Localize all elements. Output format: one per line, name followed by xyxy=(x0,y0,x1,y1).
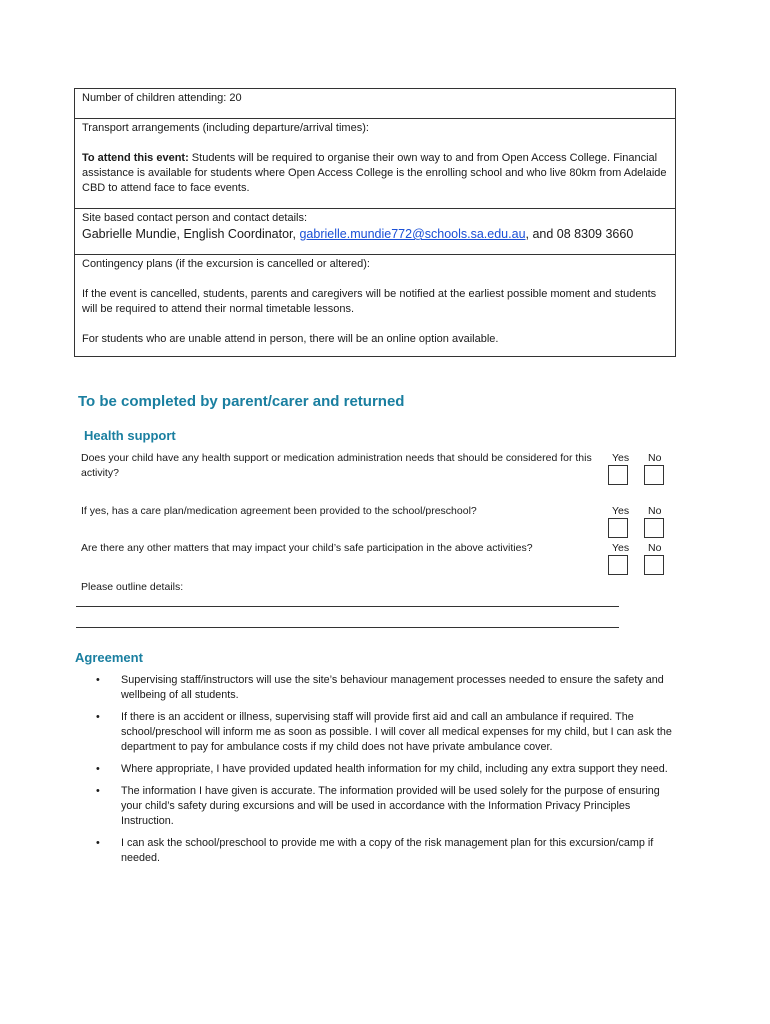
agreement-item xyxy=(96,762,678,777)
contact-phone: , and 08 8309 3660 xyxy=(525,227,634,241)
transport-paragraph xyxy=(82,151,668,196)
no-checkbox-2[interactable] xyxy=(644,518,664,538)
transport-cell xyxy=(74,118,676,209)
agreement-heading: Agreement xyxy=(75,650,143,665)
agreement-item-text: I can ask the school/preschool to provide me with a copy of the risk management plan for this excursion/camp if needed. xyxy=(121,837,654,864)
contact-heading: Site based contact person and contact details: xyxy=(82,212,308,224)
agreement-item-text: Where appropriate, I have provided updated health information for my child, including any extra support they need. xyxy=(121,763,668,775)
no-checkbox-3[interactable] xyxy=(644,555,664,575)
children-attending-cell xyxy=(74,88,676,119)
agreement-item xyxy=(96,836,678,866)
health-question-2: If yes, has a care plan/medication agreement been provided to the school/preschool? xyxy=(81,505,477,517)
contingency-heading: Contingency plans (if the excursion is cancelled or altered): xyxy=(82,258,370,270)
health-question-3: Are there any other matters that may impact your child’s safe participation in the above activities? xyxy=(81,542,533,554)
yes-checkbox-2[interactable] xyxy=(608,518,628,538)
bullet: • xyxy=(96,763,100,775)
yes-label-2: Yes xyxy=(612,505,630,517)
agreement-item-text: Supervising staff/instructors will use the site’s behaviour management processes needed to ensure the safety and wellbeing of all students. xyxy=(121,674,664,701)
bullet: • xyxy=(96,711,100,723)
contact-email-link[interactable]: gabrielle.mundie772@schools.sa.edu.au xyxy=(299,227,526,241)
no-label-2: No xyxy=(648,505,662,517)
contact-cell xyxy=(74,208,676,255)
health-support-heading: Health support xyxy=(84,428,176,443)
transport-heading: Transport arrangements (including departure/arrival times): xyxy=(82,122,369,134)
no-checkbox-1[interactable] xyxy=(644,465,664,485)
yes-checkbox-3[interactable] xyxy=(608,555,628,575)
yes-checkbox-1[interactable] xyxy=(608,465,628,485)
contact-name: Gabrielle Mundie, English Coordinator, xyxy=(82,227,300,241)
bullet: • xyxy=(96,674,100,686)
contingency-paragraph-2: For students who are unable attend in person, there will be an online option available. xyxy=(82,333,499,345)
agreement-item xyxy=(96,710,678,755)
bullet: • xyxy=(96,785,100,797)
agreement-item xyxy=(96,784,678,829)
agreement-item xyxy=(96,673,678,703)
details-line-2[interactable] xyxy=(76,627,619,628)
health-question-1: Does your child have any health support or medication administration needs that should be considered for this activity? xyxy=(81,452,592,479)
section-title: To be completed by parent/carer and returned xyxy=(78,393,405,410)
contingency-cell xyxy=(74,254,676,357)
no-label-1: No xyxy=(648,452,662,464)
outline-details-label: Please outline details: xyxy=(81,581,184,593)
transport-bold-label: To attend this event: xyxy=(82,152,189,164)
contingency-paragraph-1: If the event is cancelled, students, parents and caregivers will be notified at the earliest possible moment and students will be required to attend their normal timetable lessons. xyxy=(82,288,657,315)
agreement-item-text: If there is an accident or illness, supervising staff will provide first aid and call an ambulance if required. The school/preschool will inform me as soon as possible. I will cover all medical expenses for my child, but I can ask the department to pay for ambulance costs if my child does not have private ambulance cover. xyxy=(121,711,672,753)
agreement-item-text: The information I have given is accurate. The information provided will be used solely for the purpose of ensuring your child’s safety during excursions and will be used in accordance with the Information Privacy Principles Instruction. xyxy=(121,785,660,827)
transport-text: Students will be required to organise their own way to and from Open Access College. Financial assistance is available for students where Open Access College is the enrolling school and who live 80km from Adelaide CBD to attend face to face events. xyxy=(82,152,667,194)
no-label-3: No xyxy=(648,542,662,554)
children-attending-text: Number of children attending: 20 xyxy=(82,92,242,104)
details-line-1[interactable] xyxy=(76,606,619,607)
yes-label-1: Yes xyxy=(612,452,630,464)
bullet: • xyxy=(96,837,100,849)
agreement-list xyxy=(96,673,678,873)
contact-details xyxy=(82,226,668,243)
yes-label-3: Yes xyxy=(612,542,630,554)
